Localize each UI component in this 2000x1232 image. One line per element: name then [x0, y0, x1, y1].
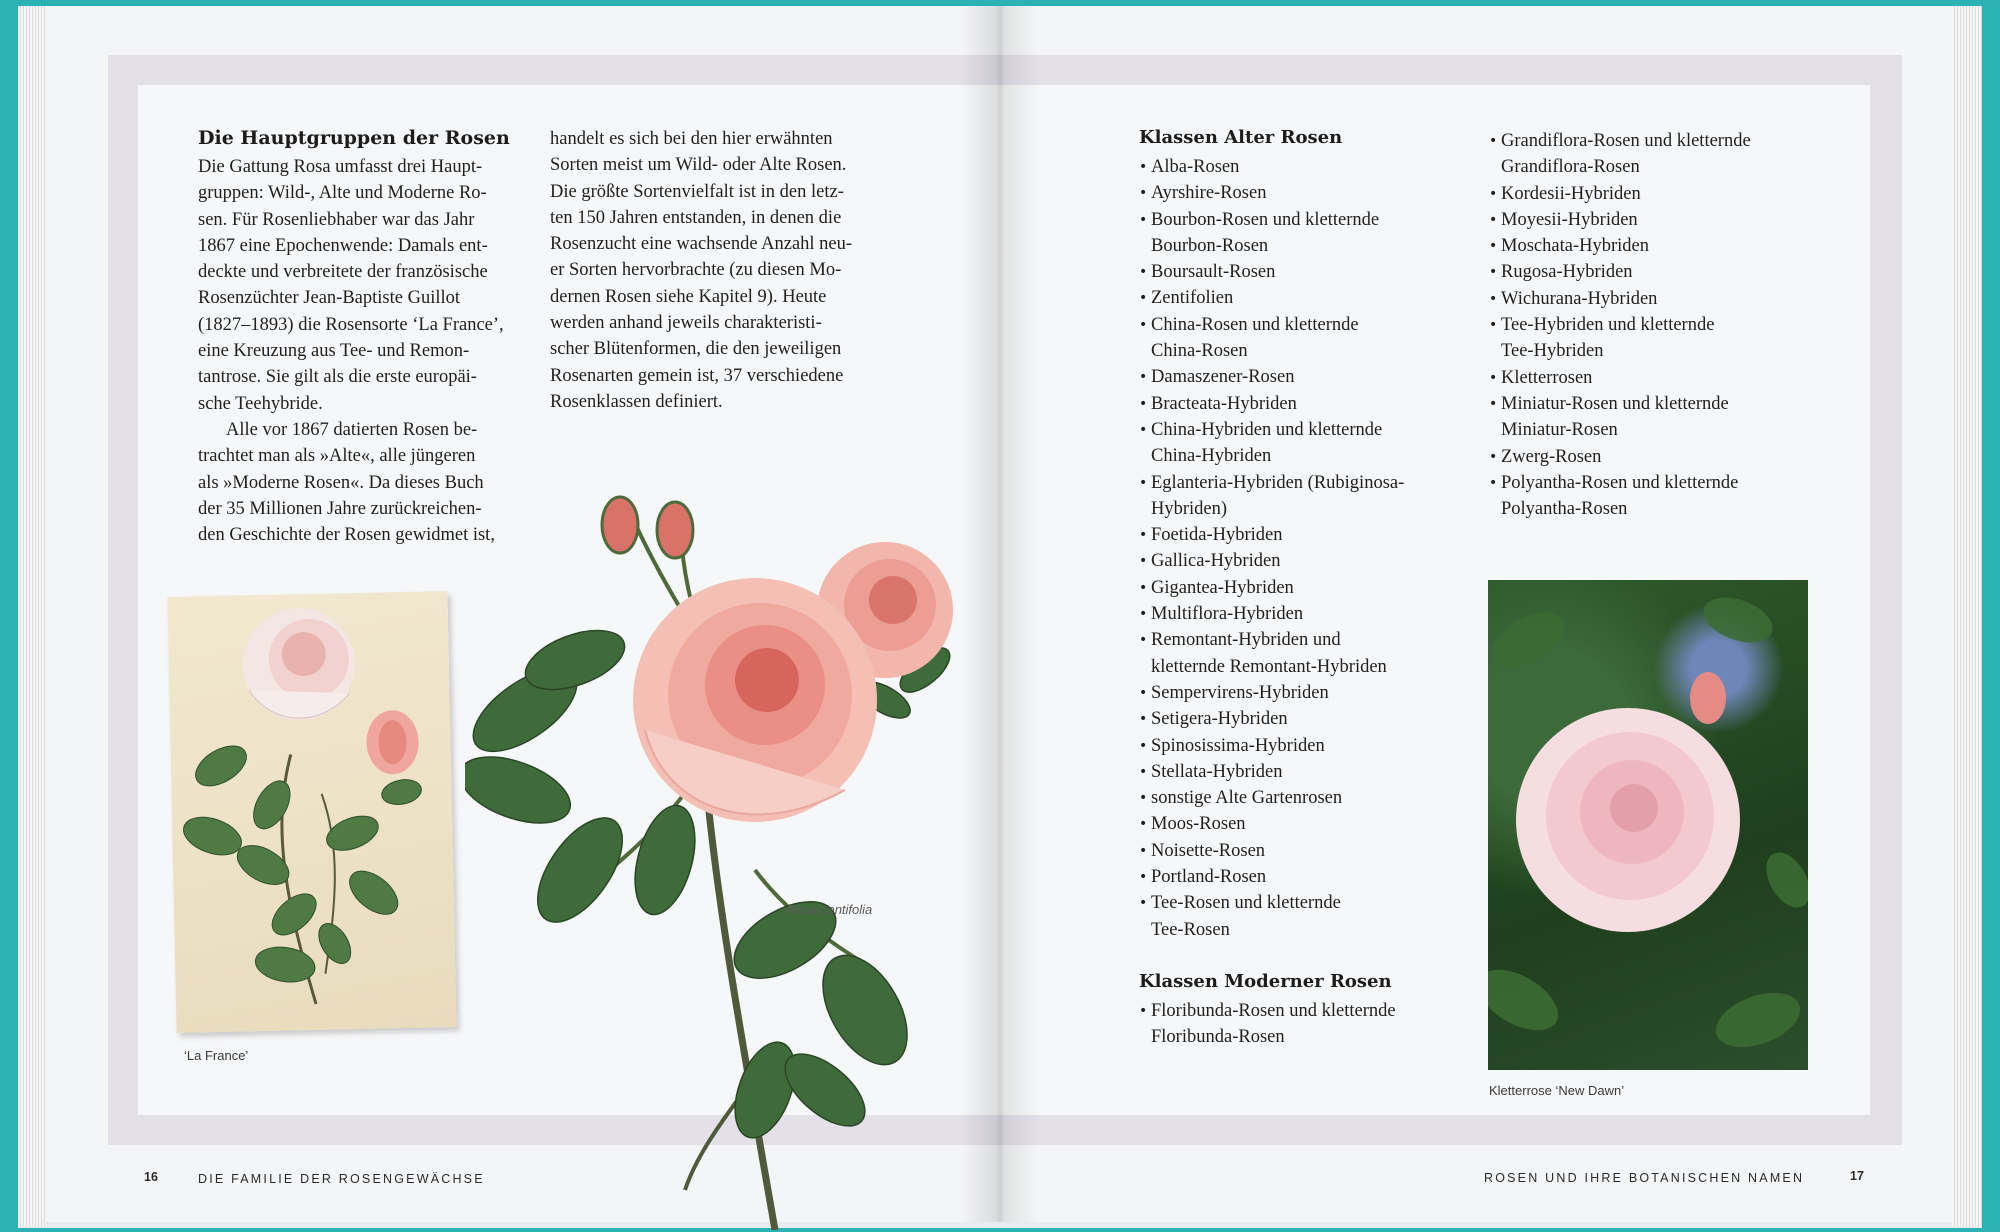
text-line: sen. Für Rosenliebhaber war das Jahr: [198, 209, 475, 230]
text-line: Rosenzucht eine wachsende Anzahl neu-: [550, 234, 853, 255]
rose-class-item: • Zentifolien: [1139, 285, 1404, 311]
new-dawn-photo: [1488, 580, 1808, 1070]
page-edges-right: [1952, 6, 1982, 1226]
rose-class-item: • Grandiflora-Rosen und kletternde Grandiflora-Rosen: [1489, 128, 1751, 181]
text-line: trachtet man als »Alte«, alle jüngeren: [198, 446, 476, 467]
page-number-right: 17: [1850, 1169, 1864, 1183]
text-line: Rosenklassen definiert.: [550, 391, 723, 412]
page-edges-left: [18, 6, 48, 1226]
rose-class-item: • China-Rosen und kletternde China-Rosen: [1139, 312, 1404, 365]
rose-class-item: • Stellata-Hybriden: [1139, 759, 1404, 785]
text-line: der 35 Millionen Jahre zurückreichen-: [198, 498, 482, 519]
text-line: eine Kreuzung aus Tee- und Remon-: [198, 341, 470, 362]
rose-class-item: • Spinosissima-Hybriden: [1139, 733, 1404, 759]
text-line: Die größte Sortenvielfalt ist in den letz-: [550, 181, 844, 202]
text-line: handelt es sich bei den hier erwähnten: [550, 129, 833, 149]
rosa-centifolia-caption: Rosa centifolia: [787, 902, 873, 917]
text-line: als »Moderne Rosen«. Da dieses Buch: [198, 472, 484, 493]
text-line: dernen Rosen siehe Kapitel 9). Heute: [550, 286, 827, 307]
text-line: Rosenarten gemein ist, 37 verschiedene: [550, 365, 844, 386]
heading-old-rose-classes: Klassen Alter Rosen: [1139, 127, 1343, 148]
text-line: 1867 eine Epochenwende: Damals ent-: [198, 235, 488, 256]
rose-class-item: • Foetida-Hybriden: [1139, 522, 1404, 548]
rose-class-item: • Bracteata-Hybriden: [1139, 391, 1404, 417]
rose-class-item: • Setigera-Hybriden: [1139, 706, 1404, 732]
rose-class-item: • Eglanteria-Hybriden (Rubiginosa- Hybriden): [1139, 470, 1404, 523]
modern-rose-classes-list-1: [1139, 998, 1396, 1051]
rose-class-item: • Damaszener-Rosen: [1139, 364, 1404, 390]
rose-class-item: • Polyantha-Rosen und kletternde Polyantha-Rosen: [1489, 470, 1751, 523]
rose-class-item: • Moschata-Hybriden: [1489, 233, 1751, 259]
rose-class-item: • Portland-Rosen: [1139, 864, 1404, 890]
text-line: Rosenzüchter Jean-Baptiste Guillot: [198, 288, 461, 309]
rose-class-item: • Wichurana-Hybriden: [1489, 286, 1751, 312]
body-column-1: [198, 154, 504, 548]
rose-class-item: • Gallica-Hybriden: [1139, 548, 1404, 574]
rose-class-item: • Kordesii-Hybriden: [1489, 181, 1751, 207]
rose-class-item: • Bourbon-Rosen und kletternde Bourbon-Rosen: [1139, 207, 1404, 260]
rose-class-item: • Sempervirens-Hybriden: [1139, 680, 1404, 706]
page-number-left: 16: [144, 1170, 158, 1184]
rose-class-item: • Boursault-Rosen: [1139, 259, 1404, 285]
section-heading: Die Hauptgruppen der Rosen: [198, 127, 510, 149]
la-france-caption: ‘La France’: [184, 1048, 249, 1063]
text-line: den Geschichte der Rosen gewidmet ist,: [198, 525, 495, 546]
heading-modern-rose-classes: Klassen Moderner Rosen: [1139, 971, 1392, 992]
rose-class-item: • Noisette-Rosen: [1139, 838, 1404, 864]
running-head-left: DIE FAMILIE DER ROSENGEWÄCHSE: [198, 1172, 485, 1186]
rose-class-item: • sonstige Alte Gartenrosen: [1139, 785, 1404, 811]
rose-class-item: • Miniatur-Rosen und kletternde Miniatur-Rosen: [1489, 391, 1751, 444]
text-line: scher Blütenformen, die den jeweiligen: [550, 339, 842, 360]
text-line: gruppen: Wild-, Alte und Moderne Ro-: [198, 183, 487, 204]
rose-class-item: • Floribunda-Rosen und kletternde Floribunda-Rosen: [1139, 998, 1396, 1051]
text-line: werden anhand jeweils charakteristi-: [550, 313, 822, 334]
rose-class-item: • Rugosa-Hybriden: [1489, 259, 1751, 285]
text-line: Alle vor 1867 datierten Rosen be-: [226, 419, 478, 440]
text-line: Sorten meist um Wild- oder Alte Rosen.: [550, 155, 847, 176]
rose-class-item: • Ayrshire-Rosen: [1139, 180, 1404, 206]
rose-class-item: • Gigantea-Hybriden: [1139, 575, 1404, 601]
rose-class-item: • Remontant-Hybriden und kletternde Remontant-Hybriden: [1139, 627, 1404, 680]
rose-class-item: • Moyesii-Hybriden: [1489, 207, 1751, 233]
rose-class-item: • Multiflora-Hybriden: [1139, 601, 1404, 627]
text-line: sche Teehybride.: [198, 393, 323, 414]
la-france-illustration: [167, 591, 456, 1033]
rose-class-item: • Kletterrosen: [1489, 365, 1751, 391]
text-line: (1827–1893) die Rosensorte ‘La France’,: [198, 314, 504, 335]
body-column-2: [550, 126, 852, 415]
text-line: er Sorten hervorbrachte (zu diesen Mo-: [550, 260, 842, 281]
rose-class-item: • Alba-Rosen: [1139, 154, 1404, 180]
text-line: deckte und verbreitete der französische: [198, 262, 488, 283]
text-line: ten 150 Jahren entstanden, in denen die: [550, 207, 842, 228]
rose-class-item: • Tee-Rosen und kletternde Tee-Rosen: [1139, 890, 1404, 943]
rose-class-item: • Zwerg-Rosen: [1489, 444, 1751, 470]
text-line: Die Gattung Rosa umfasst drei Haupt-: [198, 157, 483, 177]
modern-rose-classes-list-2: [1489, 128, 1751, 522]
rose-class-item: • Tee-Hybriden und kletternde Tee-Hybriden: [1489, 312, 1751, 365]
text-line: tantrose. Sie gilt als die erste europäi-: [198, 367, 477, 388]
rose-class-item: • China-Hybriden und kletternde China-Hybriden: [1139, 417, 1404, 470]
old-rose-classes-list: [1139, 154, 1404, 943]
rose-class-item: • Moos-Rosen: [1139, 811, 1404, 837]
new-dawn-caption: Kletterrose ‘New Dawn’: [1489, 1083, 1625, 1098]
running-head-right: ROSEN UND IHRE BOTANISCHEN NAMEN: [1484, 1171, 1805, 1185]
rosa-centifolia-illustration: [465, 470, 975, 1230]
